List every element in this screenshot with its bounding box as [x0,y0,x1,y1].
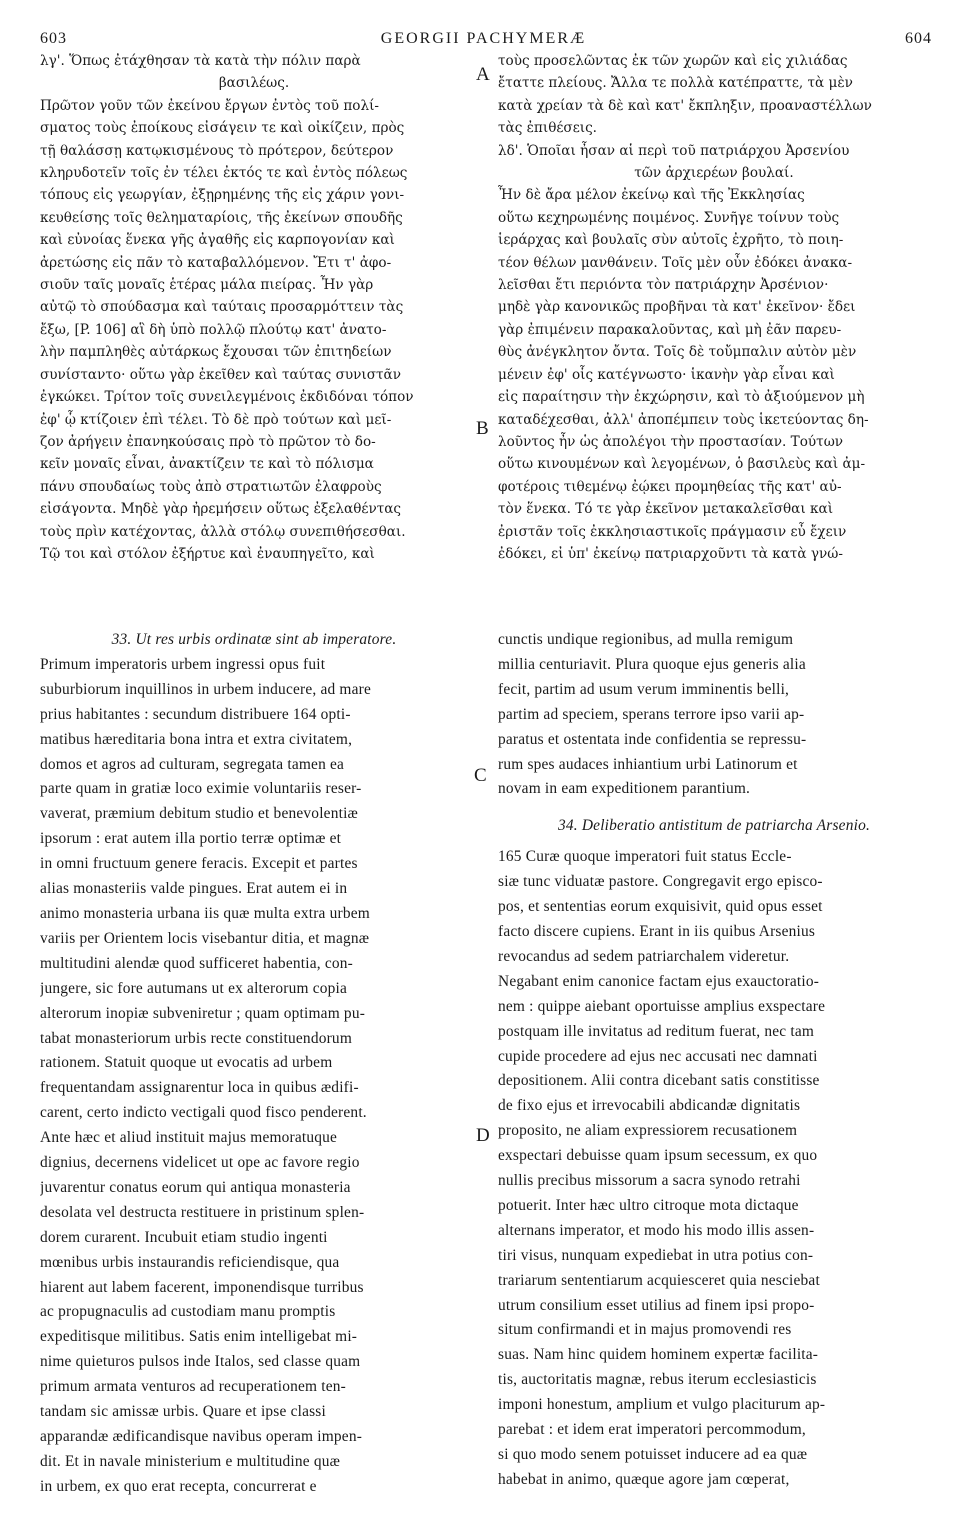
text-line: desolata vel destructa restituere in pristinum splen- [40,1203,365,1221]
text-line: ipsorum : erat autem illa portio terræ optimæ et [40,830,342,848]
page-number-right: 604 [905,30,932,47]
margin-marker-b: B [476,418,489,439]
text-line: ἐριστᾶν τοῖς ἐκκλησιαστικοῖς πράγμασιν εὖ ἔχειν [498,523,847,540]
text-line: nem : quippe aiebant oportuisse amplius exspectare [498,997,826,1015]
text-line: tabat monasteriorum urbis recte constituendorum [40,1029,352,1047]
text-line: εἰς παραίτησιν τὴν ἐκχώρησιν, καὶ τὸ ἀξιούμενον μὴ [498,389,865,406]
text-line: rum spes audaces inhiantium urbi Latinorum et [498,755,798,773]
text-line: Primum imperatoris urbem ingressi opus fuit [40,655,326,673]
text-line: facto discere cupiens. Erant in iis quibus Arsenius [498,922,816,940]
text-line: proposito, ne aliam expressiorem recusationem [498,1122,798,1140]
text-line: si quo modo senem potuisset inducere ad ea quæ [498,1446,808,1463]
text-line: τέον θέλων μανθάνειν. Τοῖς μὲν οὖν ἐδόκει ἀνακα- [498,254,853,271]
text-line: σματος τοὺς ἐποίκους εἰσάγειν τε καὶ οἰκίζειν, πρὸς [40,120,405,137]
section-heading-34: 34. Deliberatio antistitum de patriarcha Arsenio. [557,817,871,835]
text-line: multitudini alendæ quod sufficeret habentia, con- [40,954,353,972]
text-line: matibus hæreditaria bona intra et extra civitatem, [40,730,353,748]
text-line: postquam ille invitatus ad reditum fuerat, nec tam [498,1022,815,1040]
text-line: apparandæ ædificandisque navibus operam impen- [40,1428,363,1445]
text-line: juvarentur conatus eorum qui antiqua monasteria [40,1178,351,1196]
text-line: alterorum inopiæ subveniretur ; quam optimam pu- [40,1004,366,1022]
text-line: καὶ εὐνοίας ἕνεκα γῆς ἀγαθῆς εἰς καρπογονίαν καὶ [40,232,395,249]
text-line: σιοῦν ταῖς μοναῖς ἑτέρας μάλα πιείρας. Ἦν γὰρ [40,277,374,294]
text-line: habebat in animo, quæque agore jam cœperat, [498,1470,790,1488]
text-line: ἱεράρχας καὶ βουλαῖς σὺν αὐτοῖς ἐχρῆτο, τὸ ποιη- [498,232,844,249]
text-line: λὴν παμπληθὲς αὐτάρκως ἔχουσαι τῶν ἐπιτηδείων [40,344,392,361]
section-heading-33: 33. Ut res urbis ordinatæ sint ab imperatore. [111,631,397,648]
text-line: αὐτῷ τὸ σπούδασμα καὶ ταύταις προσαρμόττειν τὰς [40,299,404,316]
text-line: λγ'. Ὅπως ἐτάχθησαν τὰ κατὰ τὴν πόλιν παρὰ [40,53,361,69]
text-line: siæ tunc viduatæ pastore. Congregavit ergo episco- [498,873,823,891]
text-line: exspectari debuisse quam ipsum secessum, ex quo [498,1147,818,1165]
text-line: trariarum sententiarum acquiesceret quia nesciebat [498,1271,820,1289]
text-line: carent, certo indicto vectigali quod fisco penderent. [40,1104,367,1122]
text-line: utrum consilium esset utilius ad finem ipsi propo- [498,1296,815,1314]
margin-marker-c: C [474,765,487,786]
text-line: ἔταττε πλείους. Ἄλλα τε πολλὰ κατέπραττε, τὰ μὲν [498,75,853,92]
text-line: θὺς ἀνέγκλητον ὄντα. Τοῖς δὲ τοὔμπαλιν αὐτὸν μὲν [498,344,857,361]
text-line: τὸν ἕνεκα. Τό τε γὰρ ἐκεῖνον μετακαλεῖσθαι καὶ [498,501,834,518]
text-line: depositionem. Alii contra dicebant satis constitisse [498,1072,820,1090]
text-line: τόπους εἰς γεωργίαν, ἐξῃρημένης τῆς εἰς χάριν γονι- [40,187,405,204]
text-line: ζον ἀρήγειν ἐπανηκούσαις πρὸ τὸ πρῶτον τὸ δο- [40,433,376,450]
text-line: 165 Curæ quoque imperatori fuit status Eccle- [498,848,792,866]
text-line: κεῖν μοναῖς εἶναι, ἀνακτίζειν τε καὶ τὸ πόλισμα [40,456,374,473]
text-line: pos, et sententias eorum exquisivit, quid opus esset [498,898,823,916]
text-line: ἐγκώκει. Τρίτον τοῖς συνειλεγμένοις ἐκδιδόναι τόπον [40,389,414,406]
text-line: οὕτω κινουμένων καὶ λεγομένων, ὁ βασιλεὺς καὶ ἀμ- [498,456,866,473]
greek-column-left [40,50,468,565]
text-line: de fixo ejus et irrevocabili abdicandæ dignitatis [498,1097,801,1115]
text-line: τὰς ἐπιθέσεις. [498,120,598,137]
text-line: potuerit. Inter hæc ultro citroque mota dictaque [498,1196,799,1214]
text-line: partim ad speciem, sperans terrore ipso varii ap- [498,705,805,723]
page-number-left: 603 [40,30,67,47]
text-line: prius habitantes : secundum distribuere 164 opti- [40,705,351,723]
text-line: κατὰ χρείαν τὰ δὲ καὶ κατ' ἔκπληξιν, προαναστέλλων [498,97,872,114]
text-line: γὰρ ἐπιμένειν παρακαλοῦντας, καὶ μὴ ἐᾶν παρευ- [498,321,842,338]
text-line: λοῦντος ἦν ὡς ἀπολέγοι τὴν προστασίαν. Τούτων [498,433,844,450]
text-line: Ἦν δὲ ἄρα μέλον ἐκείνῳ καὶ τῆς Ἐκκλησίας [498,187,805,204]
text-line: κληρυδοτεῖν τοῖς ἐν τέλει ἐκτός τε καὶ ἐντὸς πόλεως [40,165,408,182]
latin-column-right [498,628,930,1493]
latin-column-left [40,628,468,1500]
text-line: λεῖσθαι ἔτι περιόντα τὸν πατριάρχην Ἀρσένιον· [498,277,829,294]
text-line: ἔξω, [P. 106] αἳ δὴ ὑπὸ πολλῷ πλούτῳ κατ' ἀνατο- [40,321,387,338]
text-line: dorem curarent. Incubuit etiam studio ingenti [40,1228,328,1246]
margin-marker-a: A [476,64,490,85]
text-line: πάνυ σπουδαίως τοὺς ἀπὸ στρατιωτῶν ἐλαφροὺς [40,478,382,495]
text-line: revocandus ad sedem patriarchalem videretur. [498,947,790,965]
text-line: novam in eam expeditionem parantium. [498,780,751,798]
text-line: imponi honestum, amplium et vulgo placiturum ap- [498,1396,826,1414]
running-title: GEORGII PACHYMERÆ [380,30,587,47]
text-line: μένειν ἐφ' οἷς κατέγνωστο· ἱκανὴν γὰρ εἶναι καὶ [498,366,835,383]
text-line: primum armata venturos ad recuperationem ten- [40,1378,347,1396]
text-line: expeditisque militibus. Satis enim intelligebat mi- [40,1328,358,1346]
text-line: in urbem, ex quo erat recepta, concurrerat e [40,1477,317,1495]
text-line: jungere, sic fore autumans ut ex alterorum copia [40,979,348,997]
text-line: domos et agros ad culturam, segregata tamen ea [40,755,345,773]
text-line: tis, auctoritatis magnæ, rebus iterum ecclesiasticis [498,1371,817,1389]
text-line: alternans imperator, et modo his modo illis assen- [498,1221,815,1239]
greek-column-right [498,50,930,565]
text-line: μηδὲ γὰρ κανονικῶς προβῆναι τὰ κατ' ἐκεῖνον· ἔδει [498,299,856,316]
text-line: nime quieturos pulsos inde Italos, sed classe quam [40,1353,361,1371]
text-line: suburbiorum inquillinos in urbem inducere, ad mare [40,680,371,698]
text-line: cunctis undique regionibus, ad mulla remigum [498,631,794,648]
text-line: εἰσάγοντα. Μηδὲ γὰρ ἠρεμήσειν οὕτως ἐξελαθέντας [40,501,402,518]
text-line: alias monasteriis valde pingues. Erat autem ei in [40,880,348,898]
text-line: ἐδόκει, εἰ ὑπ' ἐκείνῳ πατριαρχοῦντι τὰ κατὰ γνώ- [498,545,843,562]
text-line: Πρῶτον γοῦν τῶν ἐκείνου ἔργων ἐντὸς τοῦ πολί- [40,97,379,114]
text-line: Τῷ τοι καὶ στόλον ἐξήρτυε καὶ ἐναυπηγεῖτο, καὶ [40,545,375,562]
text-line: τοὺς πρὶν κατέχοντας, ἀλλὰ στόλῳ συνεπιθήσεσθαι. [40,523,406,540]
text-line: fecit, partim ad usum verum imminentis belli, [498,680,790,698]
text-line: animo monasteria urbana iis quæ multa extra urbem [40,904,370,922]
text-line: parebat : et idem erat imperatori percommodum, [498,1421,806,1439]
text-line: κευθείσης τοῖς θεληματαρίοις, τῆς ἐκείνων σπουδῆς [40,209,403,226]
text-line: parte quam in gratiæ loco eximie voluntariis reser- [40,780,362,798]
text-line: βασιλέως. [218,75,290,92]
text-line: paratus et ostentata inde confidentia se repressu- [498,730,807,748]
text-line: τῶν ἀρχιερέων βουλαί. [634,165,794,182]
text-line: λδ'. Ὁποῖαι ἦσαν αἱ περὶ τοῦ πατριάρχου Ἀρσενίου [498,142,850,159]
text-line: Ante hæc et aliud instituit majus memoratuque [40,1129,338,1147]
text-line: hiarent aut labem facerent, imponendisque turribus [40,1278,364,1296]
text-line: τοὺς προσελῶντας ἐκ τῶν χωρῶν καὶ εἰς χιλιάδας [498,53,848,69]
text-line: καταδέχεσθαι, ἀλλ' ἀποπέμπειν τοὺς ἱκετεύοντας δη- [498,411,869,428]
text-line: cupide procedere ad ejus nec accusati nec damnati [498,1047,818,1065]
text-line: φοτέροις τιθεμένῳ ἐῴκει προμηθείας τῆς κατ' αὐ- [498,478,842,495]
text-line: ἐφ' ᾧ κτίζοιεν ἐπὶ τέλει. Τὸ δὲ πρὸ τούτων καὶ μεῖ- [40,411,392,428]
text-line: dignius, decernens videlicet ut ope ac favore regio [40,1154,360,1172]
text-line: variis per Orientem locis visebantur ditia, et magnæ [40,929,370,947]
text-line: mœnibus urbis instaurandis reficiendisque, qua [40,1253,340,1271]
text-line: rationem. Statuit quoque ut evocatis ad urbem [40,1054,333,1072]
text-line: ἀρετώσης εἰς πᾶν τὸ καταβαλλόμενον. Ἔτι τ' ἀφο- [40,254,392,271]
text-line: tiri visus, nunquam expediebat in utra potius con- [498,1246,814,1264]
text-line: millia centuriavit. Plura quoque ejus generis alia [498,655,806,673]
section-gap [498,802,930,814]
text-line: συνίσταντο· οὕτω γὰρ ἐκεῖθεν καὶ ταύτας συνιστᾶν [40,366,401,383]
text-line: οὕτω κεχηρωμένης ποιμένος. Συνῆγε τοίνυν τοὺς [498,209,840,226]
text-line: dit. Et in navale ministerium e multitudine quæ [40,1452,341,1470]
text-line: nullis precibus missorum a sacra synodo retrahi [498,1172,801,1190]
text-line: situm confirmandi et in majus promovendi res [498,1321,792,1339]
text-line: ac propugnaculis ad custodiam manu promptis [40,1303,336,1321]
text-line: tandam sic amissæ urbis. Quare et ipse classi [40,1403,326,1421]
text-line: frequentandam assignarentur loca in quibus ædifi- [40,1079,359,1097]
text-line: in omni fructuum genere feracis. Excepit et partes [40,855,358,873]
text-line: vaverat, præmium debitum studio et benevolentiæ [40,805,359,823]
text-line: τῇ θαλάσσῃ κατῳκισμένους τὸ πρότερον, δεύτερον [40,142,394,159]
margin-marker-d: D [476,1125,490,1146]
text-line: Negabant enim canonice factam ejus exauctoratio- [498,972,820,990]
text-line: suas. Nam hinc quidem hominem expertæ facilita- [498,1346,819,1364]
